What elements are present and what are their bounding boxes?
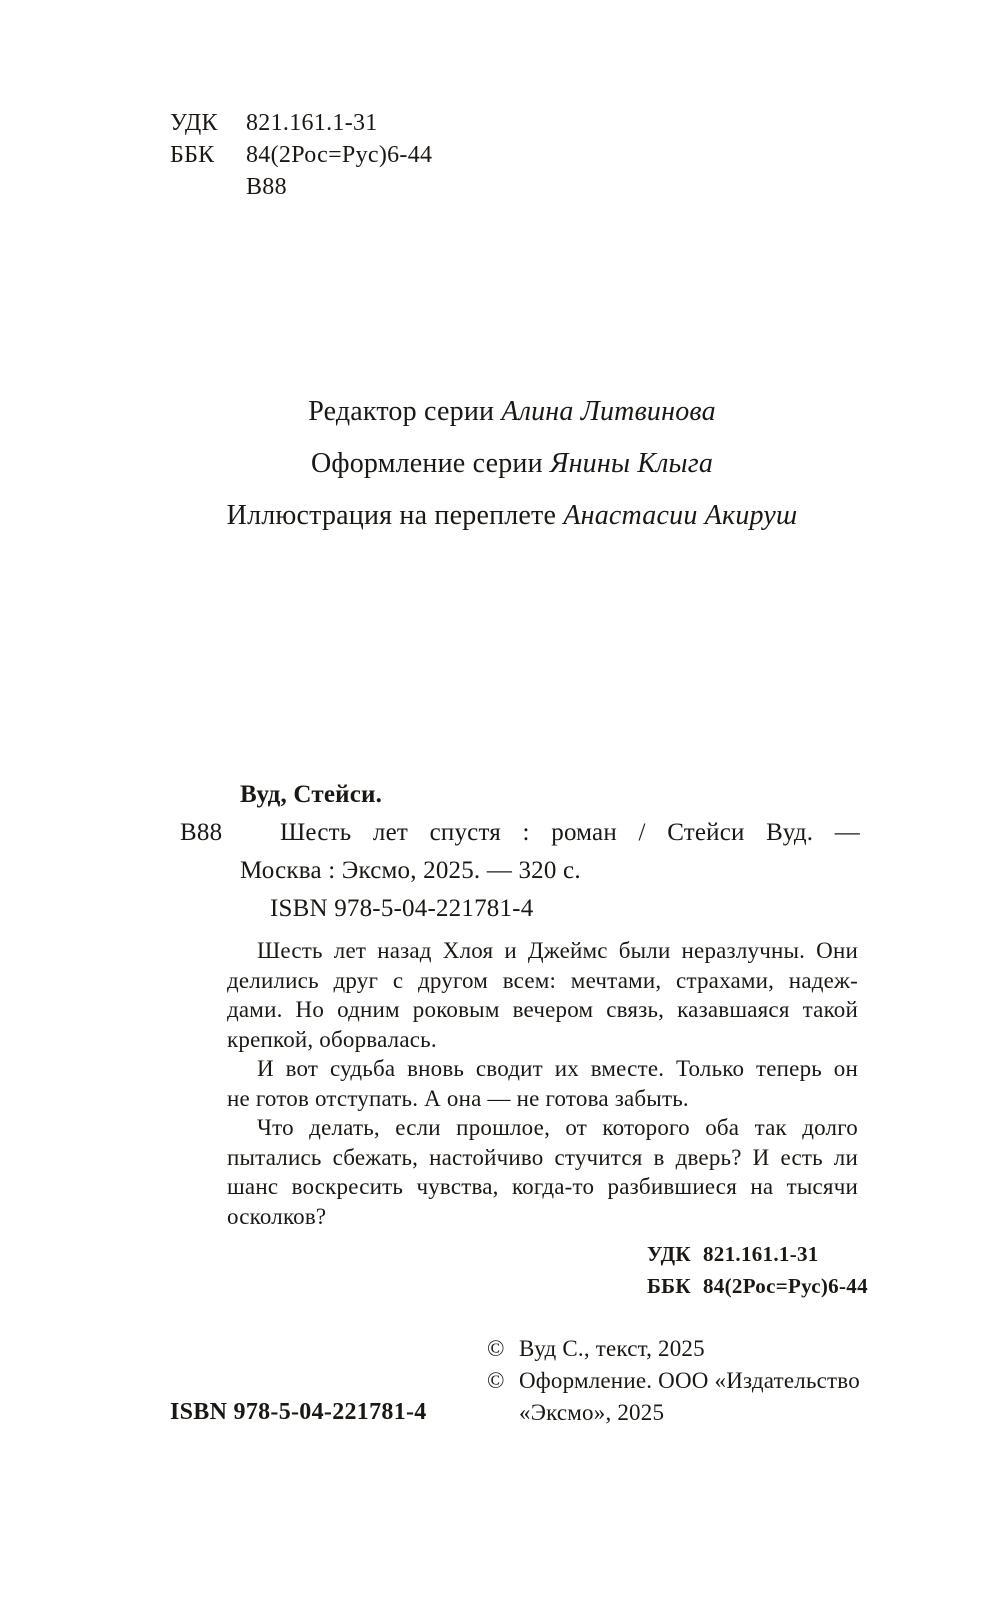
udk-bottom-value: 821.161.1-31 xyxy=(703,1242,819,1266)
annotation-line: крепкой, оборвалась. xyxy=(227,1026,437,1052)
cover-illustration-prefix: Иллюстрация на переплете xyxy=(226,500,564,531)
udk-value: 821.161.1-31 xyxy=(246,110,378,136)
bbk-bottom-value: 84(2Рос=Рус)6-44 xyxy=(703,1274,868,1298)
catalog-card xyxy=(180,776,860,928)
annotation-line: И вот судьба вновь сводит их вместе. Только теперь он xyxy=(257,1056,858,1081)
annotation xyxy=(227,936,858,1231)
series-design-credit xyxy=(24,438,1000,490)
copyright-text-publisher xyxy=(519,1365,860,1429)
annotation-line: не готов отступать. А она — не готова забыть. xyxy=(227,1085,689,1111)
series-editor-prefix: Редактор серии xyxy=(308,396,502,427)
copyright-block xyxy=(487,1333,860,1429)
copyright-text-author: Вуд С., текст, 2025 xyxy=(519,1336,705,1361)
series-editor-credit xyxy=(24,386,1000,438)
bbk-top-row xyxy=(170,139,432,171)
bbk-label: ББК xyxy=(170,142,215,168)
isbn-bottom: ISBN 978-5-04-221781-4 xyxy=(170,1399,427,1425)
bbk-bottom-label: ББК xyxy=(647,1274,691,1298)
udk-label: УДК xyxy=(170,110,218,136)
catalog-description-line2: Москва : Эксмо, 2025. — 320 с. xyxy=(240,857,581,884)
udk-bottom-row xyxy=(647,1238,868,1270)
bbk-bottom-row xyxy=(647,1270,868,1302)
annotation-line: делились друг с другом всем: мечтами, страхами, надеж- xyxy=(227,967,858,993)
annotation-line: осколков? xyxy=(227,1203,327,1229)
author-sign: В88 xyxy=(246,174,287,200)
catalog-author: Вуд, Стейси. xyxy=(240,781,383,808)
cover-illustration-credit xyxy=(24,490,1000,542)
annotation-line: Что делать, если прошлое, от которого оба так долго xyxy=(257,1115,858,1140)
annotation-line: дами. Но одним роковым вечером связь, казавшаяся такой xyxy=(227,997,858,1022)
copyright-text-row xyxy=(487,1333,860,1365)
bibliographic-codes-bottom xyxy=(647,1238,868,1302)
series-designer-name: Янины Клыга xyxy=(549,448,714,479)
udk-top-row xyxy=(170,107,432,139)
copyright-icon: © xyxy=(487,1336,505,1361)
annotation-line: шанс воскресить чувства, когда-то разбившиеся на тысячи xyxy=(227,1174,858,1199)
catalog-author-sign: В88 xyxy=(180,819,223,846)
annotation-line: пытались сбежать, настойчиво стучится в дверь? И есть ли xyxy=(227,1144,858,1170)
copyright-publisher-line1: Оформление. ООО «Издательство xyxy=(519,1368,860,1393)
catalog-description-line1: Шесть лет спустя : роман / Стейси Вуд. — xyxy=(280,819,860,846)
series-editor-name: Алина Литвинова xyxy=(501,396,716,427)
bibliographic-codes-top xyxy=(170,107,432,203)
catalog-isbn: ISBN 978-5-04-221781-4 xyxy=(270,895,534,922)
cover-illustrator-name: Анастасии Акируш xyxy=(563,500,798,531)
copyright-icon: © xyxy=(487,1368,505,1393)
copyright-design-row xyxy=(487,1365,860,1429)
annotation-line: Шесть лет назад Хлоя и Джеймс были неразлучны. Они xyxy=(257,938,858,963)
author-sign-spacer xyxy=(170,171,246,203)
copyright-publisher-line2: «Эксмо», 2025 xyxy=(519,1400,665,1425)
author-sign-row xyxy=(170,171,432,203)
series-credits xyxy=(24,386,1000,542)
series-design-prefix: Оформление серии xyxy=(310,448,550,479)
bbk-value: 84(2Рос=Рус)6-44 xyxy=(246,142,433,168)
udk-bottom-label: УДК xyxy=(647,1242,691,1266)
